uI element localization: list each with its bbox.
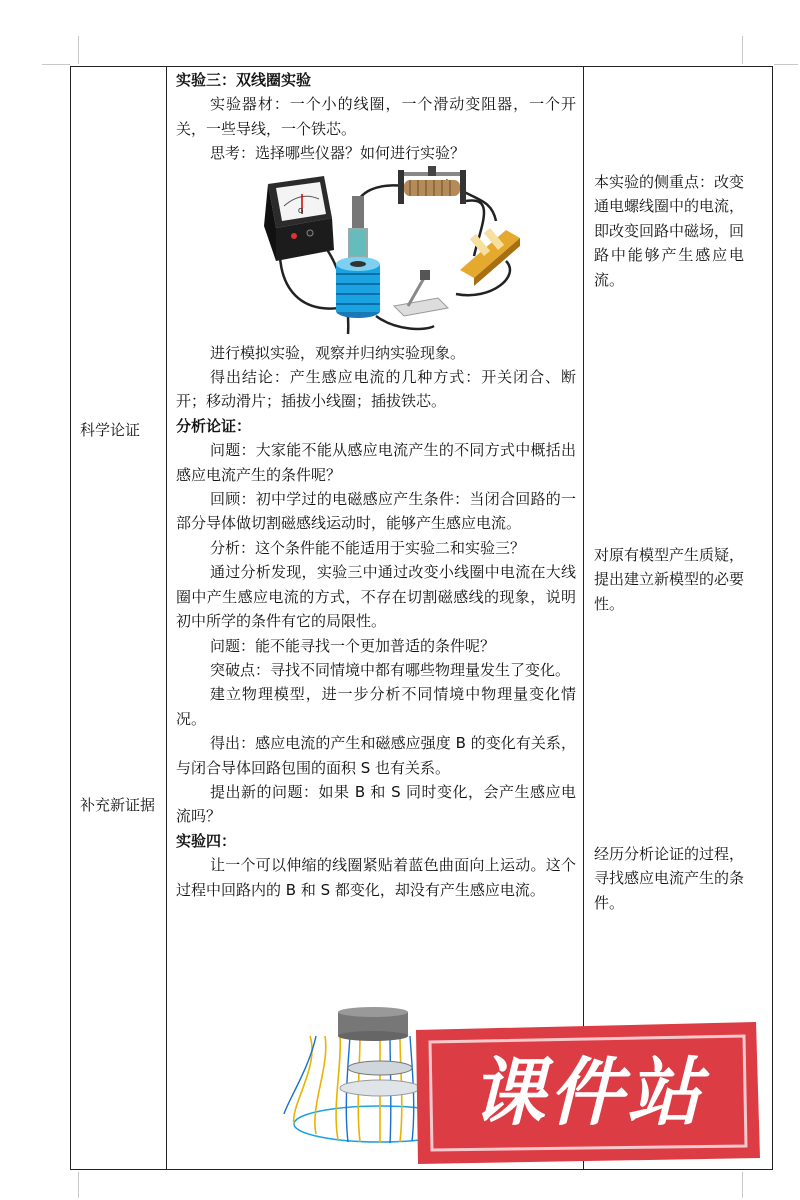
watermark-stamp <box>408 1018 764 1168</box>
galvanometer-icon <box>264 176 334 261</box>
exp3-conclusion: 得出结论：产生感应电流的几种方式：开关闭合、断开；移动滑片；插拔小线圈；插拔铁芯。 <box>176 368 576 411</box>
question-2: 问题：能不能寻找一个更加普适的条件呢？ <box>210 636 496 655</box>
stage-label-new-evidence: 补充新证据 <box>80 796 156 814</box>
review-paragraph: 回顾：初中学过的电磁感应产生条件：当闭合回路的一部分导体做切割磁感线运动时，能够产生感应电流。 <box>176 490 576 533</box>
note-model-doubt: 对原有模型产生质疑，提出建立新模型的必要性。 <box>594 546 745 613</box>
result-paragraph: 得出：感应电流的产生和磁感应强度 B 的变化有关系，与闭合导体回路包围的面积 S 也有关系。 <box>176 734 576 777</box>
exp4-text: 让一个可以伸缩的线圈紧贴着蓝色曲面向上运动。这个过程中回路内的 B 和 S 都变化，却没有产生感应电流。 <box>176 856 576 899</box>
note-analysis-process: 经历分析论证的过程，寻找感应电流产生的条件。 <box>594 845 745 912</box>
finding-paragraph: 通过分析发现，实验三中通过改变小线圈中电流在大线圈中产生感应电流的方式，不存在切割磁感线的现象，说明初中所学的条件有它的局限性。 <box>176 563 576 631</box>
crop-mark-top-right-v <box>742 36 743 64</box>
battery-icon <box>460 228 520 286</box>
question-1: 问题：大家能不能从感应电流产生的不同方式中概括出感应电流产生的条件呢？ <box>176 441 576 484</box>
crop-mark-top-left-v <box>78 36 79 64</box>
exp4-title: 实验四： <box>176 831 237 850</box>
watermark-stamp-graphic <box>408 1018 764 1168</box>
column-divider-right <box>583 67 584 1169</box>
breakthrough-paragraph: 突破点：寻找不同情境中都有哪些物理量发生了变化。 <box>210 660 571 679</box>
sliding-rheostat-icon <box>398 166 466 204</box>
stage-label-argument: 科学论证 <box>80 421 141 439</box>
exp3-think: 思考：选择哪些仪器？如何进行实验？ <box>210 144 466 163</box>
double-coil-apparatus-figure <box>176 166 576 341</box>
main-column <box>176 66 576 902</box>
crop-mark-top-right-h <box>774 64 798 65</box>
svg-text:G: G <box>298 206 304 215</box>
column-divider-left <box>166 67 167 1169</box>
crop-mark-bottom-right-v <box>742 1172 743 1198</box>
analysis-title: 分析论证： <box>176 416 252 435</box>
new-question-paragraph: 提出新的问题：如果 B 和 S 同时变化，会产生感应电流吗？ <box>176 782 576 826</box>
small-coil-icon <box>348 196 368 258</box>
large-coil-icon <box>336 257 380 318</box>
note-experiment-focus: 本实验的侧重点：改变通电螺线圈中的电流，即改变回路中磁场，回路中能够产生感应电流。 <box>594 173 745 289</box>
crop-mark-top-left-h <box>42 64 70 65</box>
crop-mark-bottom-left-v <box>78 1172 79 1198</box>
exp3-simulate: 进行模拟实验，观察并归纳实验现象。 <box>210 343 466 362</box>
watermark-text: 课件站 <box>471 1050 705 1136</box>
model-paragraph: 建立物理模型，进一步分析不同情境中物理量变化情况。 <box>176 685 576 728</box>
exp3-title: 实验三：双线圈实验 <box>176 71 312 89</box>
exp3-equipment: 实验器材：一个小的线圈，一个滑动变阻器，一个开关，一些导线，一个铁芯。 <box>176 95 576 138</box>
analysis-paragraph: 分析：这个条件能不能适用于实验二和实验三？ <box>210 538 526 557</box>
switch-icon <box>394 270 448 316</box>
